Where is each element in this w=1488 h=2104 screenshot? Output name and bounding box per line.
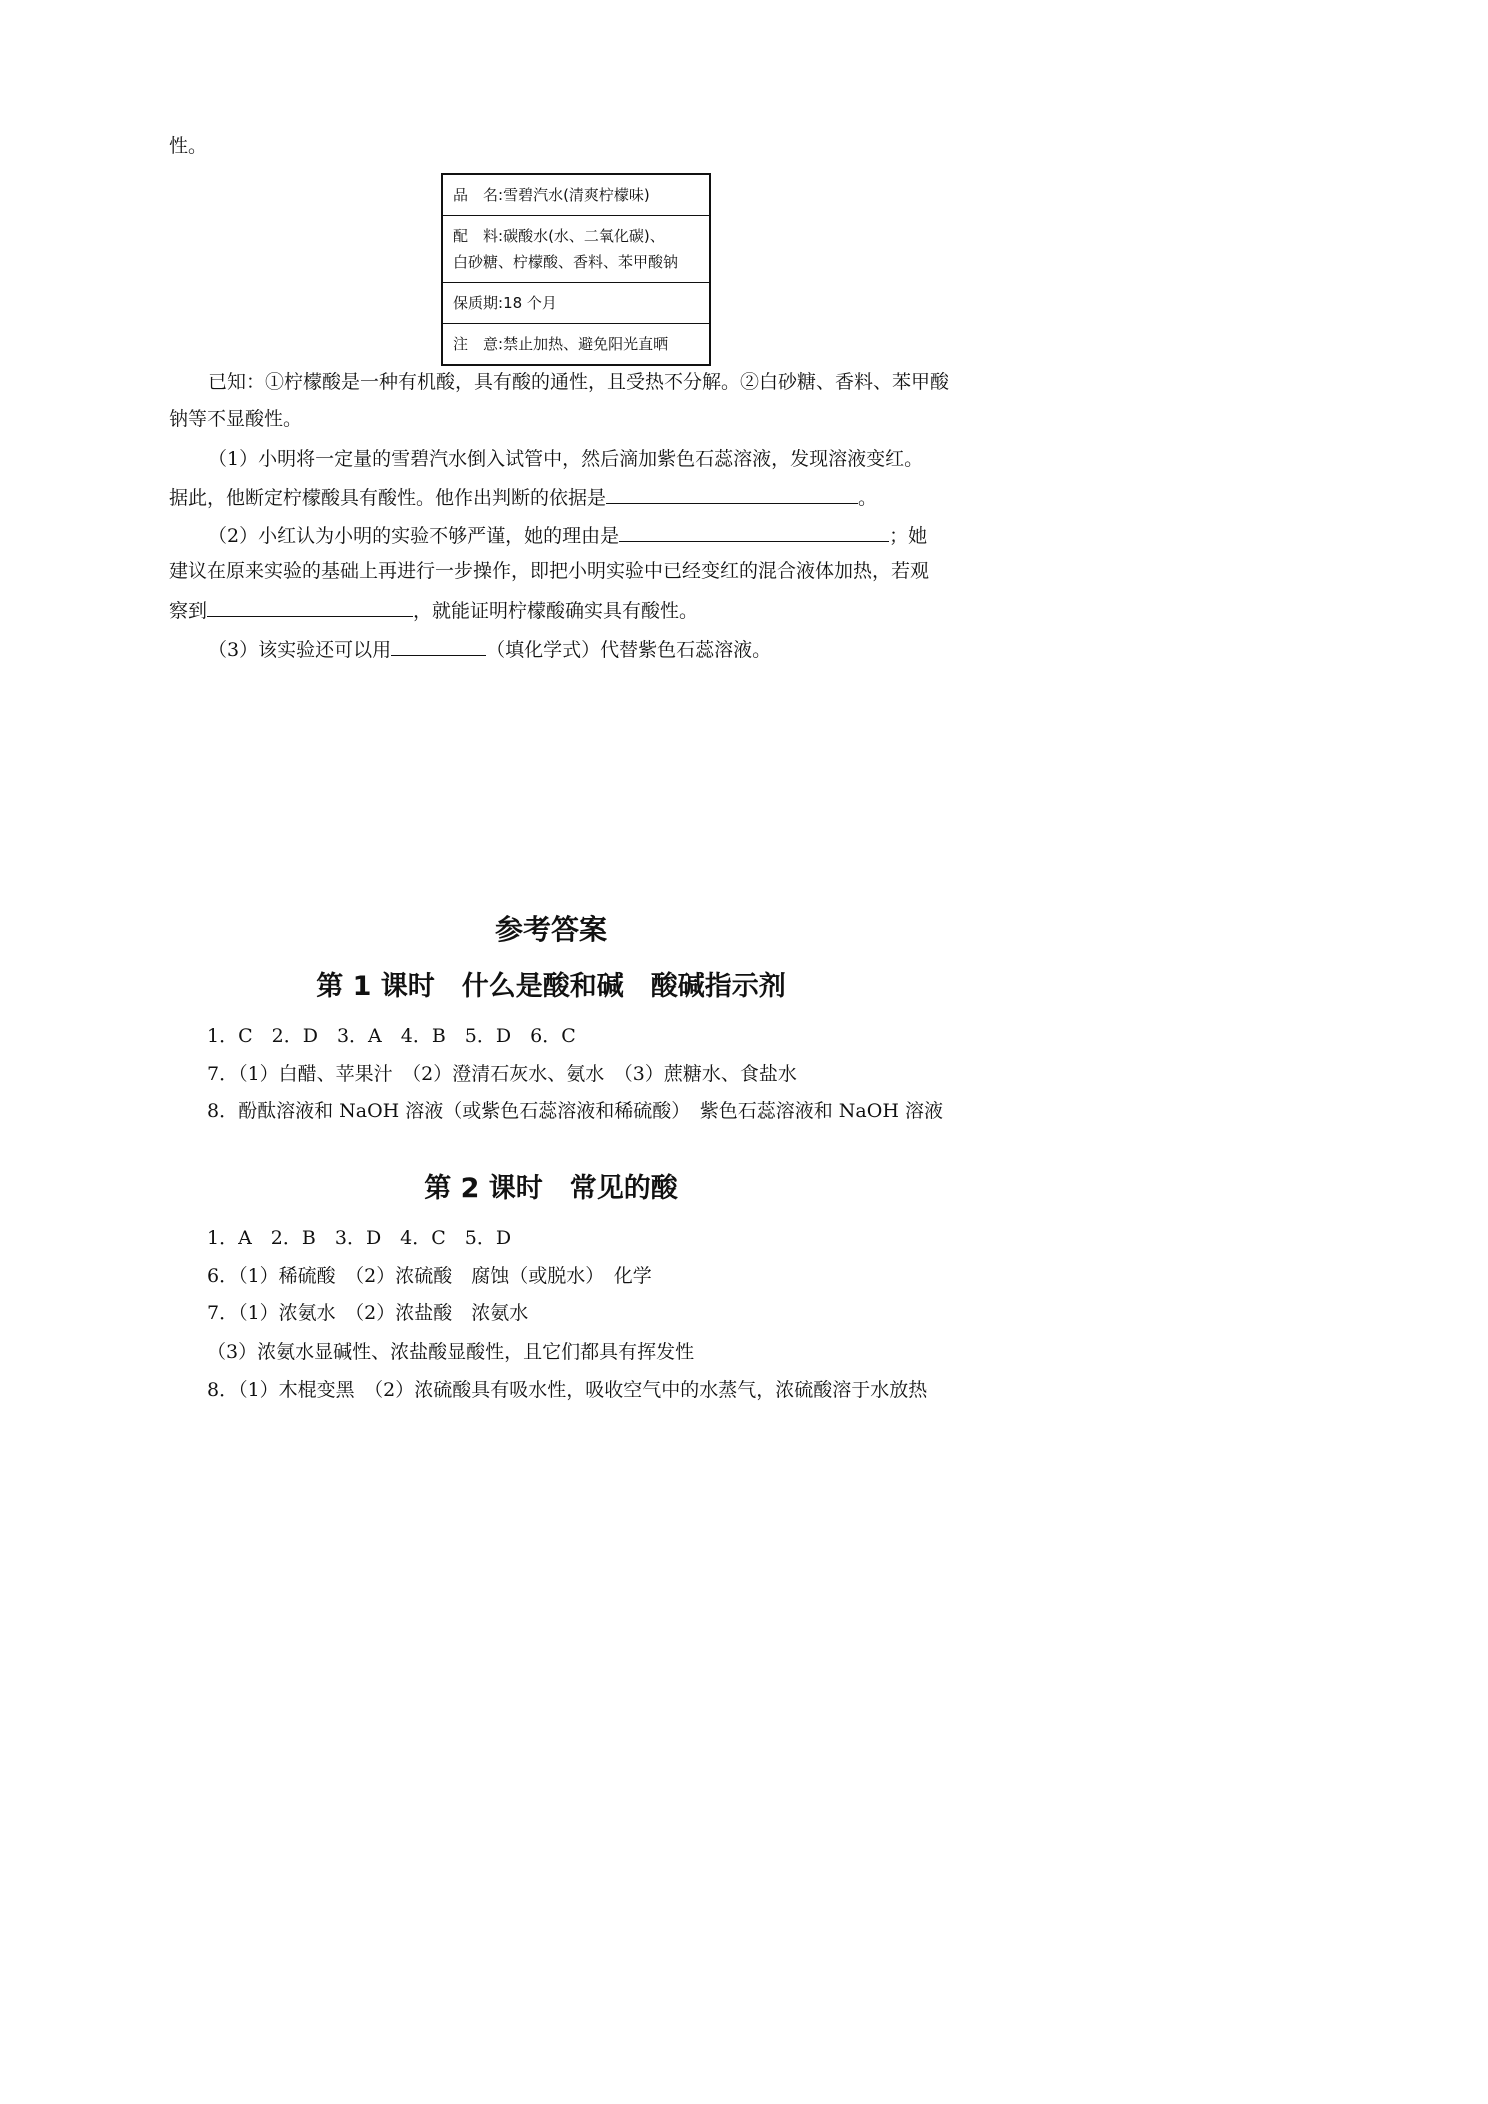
lesson1-answers-1-6: 1．C 2．D 3．A 4．B 5．D 6．C xyxy=(207,1025,576,1047)
q1-answer-blank[interactable] xyxy=(606,483,858,504)
label-ingredients-key: 配 料: xyxy=(453,227,504,245)
q2-line-1 xyxy=(208,521,927,549)
lesson2-answer-8: 8．（1）木棍变黑 （2）浓硫酸具有吸水性，吸收空气中的水蒸气，浓硫酸溶于水放热 xyxy=(207,1379,928,1401)
lesson1-answer-7: 7．（1）白醋、苹果汁 （2）澄清石灰水、氨水 （3）蔗糖水、食盐水 xyxy=(207,1063,797,1085)
intro-tail: 性。 xyxy=(169,135,208,157)
lesson2-answer-7b: （3）浓氨水显碱性、浓盐酸显酸性，且它们都具有挥发性 xyxy=(207,1341,695,1363)
q1-line-1: （1）小明将一定量的雪碧汽水倒入试管中，然后滴加紫色石蕊溶液，发现溶液变红。 xyxy=(208,448,924,470)
label-row-ingredients xyxy=(443,216,709,283)
label-ingredients-value-2: 白砂糖、柠檬酸、香料、苯甲酸钠 xyxy=(453,253,679,271)
q2-line-3 xyxy=(169,596,698,624)
answers-title: 参考答案 xyxy=(494,913,607,946)
known-line-2: 钠等不显酸性。 xyxy=(169,408,303,430)
lesson2-answer-6: 6．（1）稀硫酸 （2）浓硫酸 腐蚀（或脱水） 化学 xyxy=(207,1265,652,1287)
label-note-value: 禁止加热、避免阳光直晒 xyxy=(503,335,669,353)
label-note-key: 注 意: xyxy=(453,335,504,353)
lesson2-title: 第 2 课时 常见的酸 xyxy=(424,1173,678,1204)
q2-observation-blank[interactable] xyxy=(207,596,413,617)
lesson1-answer-8: 8．酚酞溶液和 NaOH 溶液（或紫色石蕊溶液和稀硫酸） 紫色石蕊溶液和 NaOH 溶液 xyxy=(207,1100,943,1122)
label-name-value: 雪碧汽水(清爽柠檬味) xyxy=(503,186,650,204)
q3-end: （填化学式）代替紫色石蕊溶液。 xyxy=(486,639,772,661)
lesson2-answer-7a: 7．（1）浓氨水 （2）浓盐酸 浓氨水 xyxy=(207,1302,529,1324)
label-row-shelf-life xyxy=(443,283,709,324)
known-line-1: 已知：①柠檬酸是一种有机酸，具有酸的通性，且受热不分解。②白砂糖、香料、苯甲酸 xyxy=(208,371,950,393)
q2-line-1-end: ；她 xyxy=(889,525,928,547)
q3-line xyxy=(208,635,771,663)
label-row-note xyxy=(443,324,709,364)
label-shelf-key: 保质期: xyxy=(453,294,504,312)
q2-line-3-text: 察到 xyxy=(169,600,208,622)
lesson2-answers-1-5: 1．A 2．B 3．D 4．C 5．D xyxy=(207,1227,512,1249)
q2-reason-blank[interactable] xyxy=(619,521,889,542)
q2-line-3-end: ，就能证明柠檬酸确实具有酸性。 xyxy=(413,600,699,622)
product-label-table xyxy=(441,173,711,366)
lesson1-title: 第 1 课时 什么是酸和碱 酸碱指示剂 xyxy=(316,971,786,1002)
q2-line-2: 建议在原来实验的基础上再进行一步操作，即把小明实验中已经变红的混合液体加热，若观 xyxy=(169,560,930,582)
q1-line-2-end: 。 xyxy=(858,487,878,509)
label-row-name xyxy=(443,175,709,216)
label-name-key: 品 名: xyxy=(453,186,504,204)
q2-line-1-text: （2）小红认为小明的实验不够严谨，她的理由是 xyxy=(208,525,620,547)
q3-formula-blank[interactable] xyxy=(391,635,486,656)
q3-text: （3）该实验还可以用 xyxy=(208,639,392,661)
label-shelf-value: 18 个月 xyxy=(503,294,557,312)
label-ingredients-value-1: 碳酸水(水、二氧化碳)、 xyxy=(503,227,665,245)
q1-line-2-text: 据此，他断定柠檬酸具有酸性。他作出判断的依据是 xyxy=(169,487,607,509)
q1-line-2 xyxy=(169,483,877,511)
